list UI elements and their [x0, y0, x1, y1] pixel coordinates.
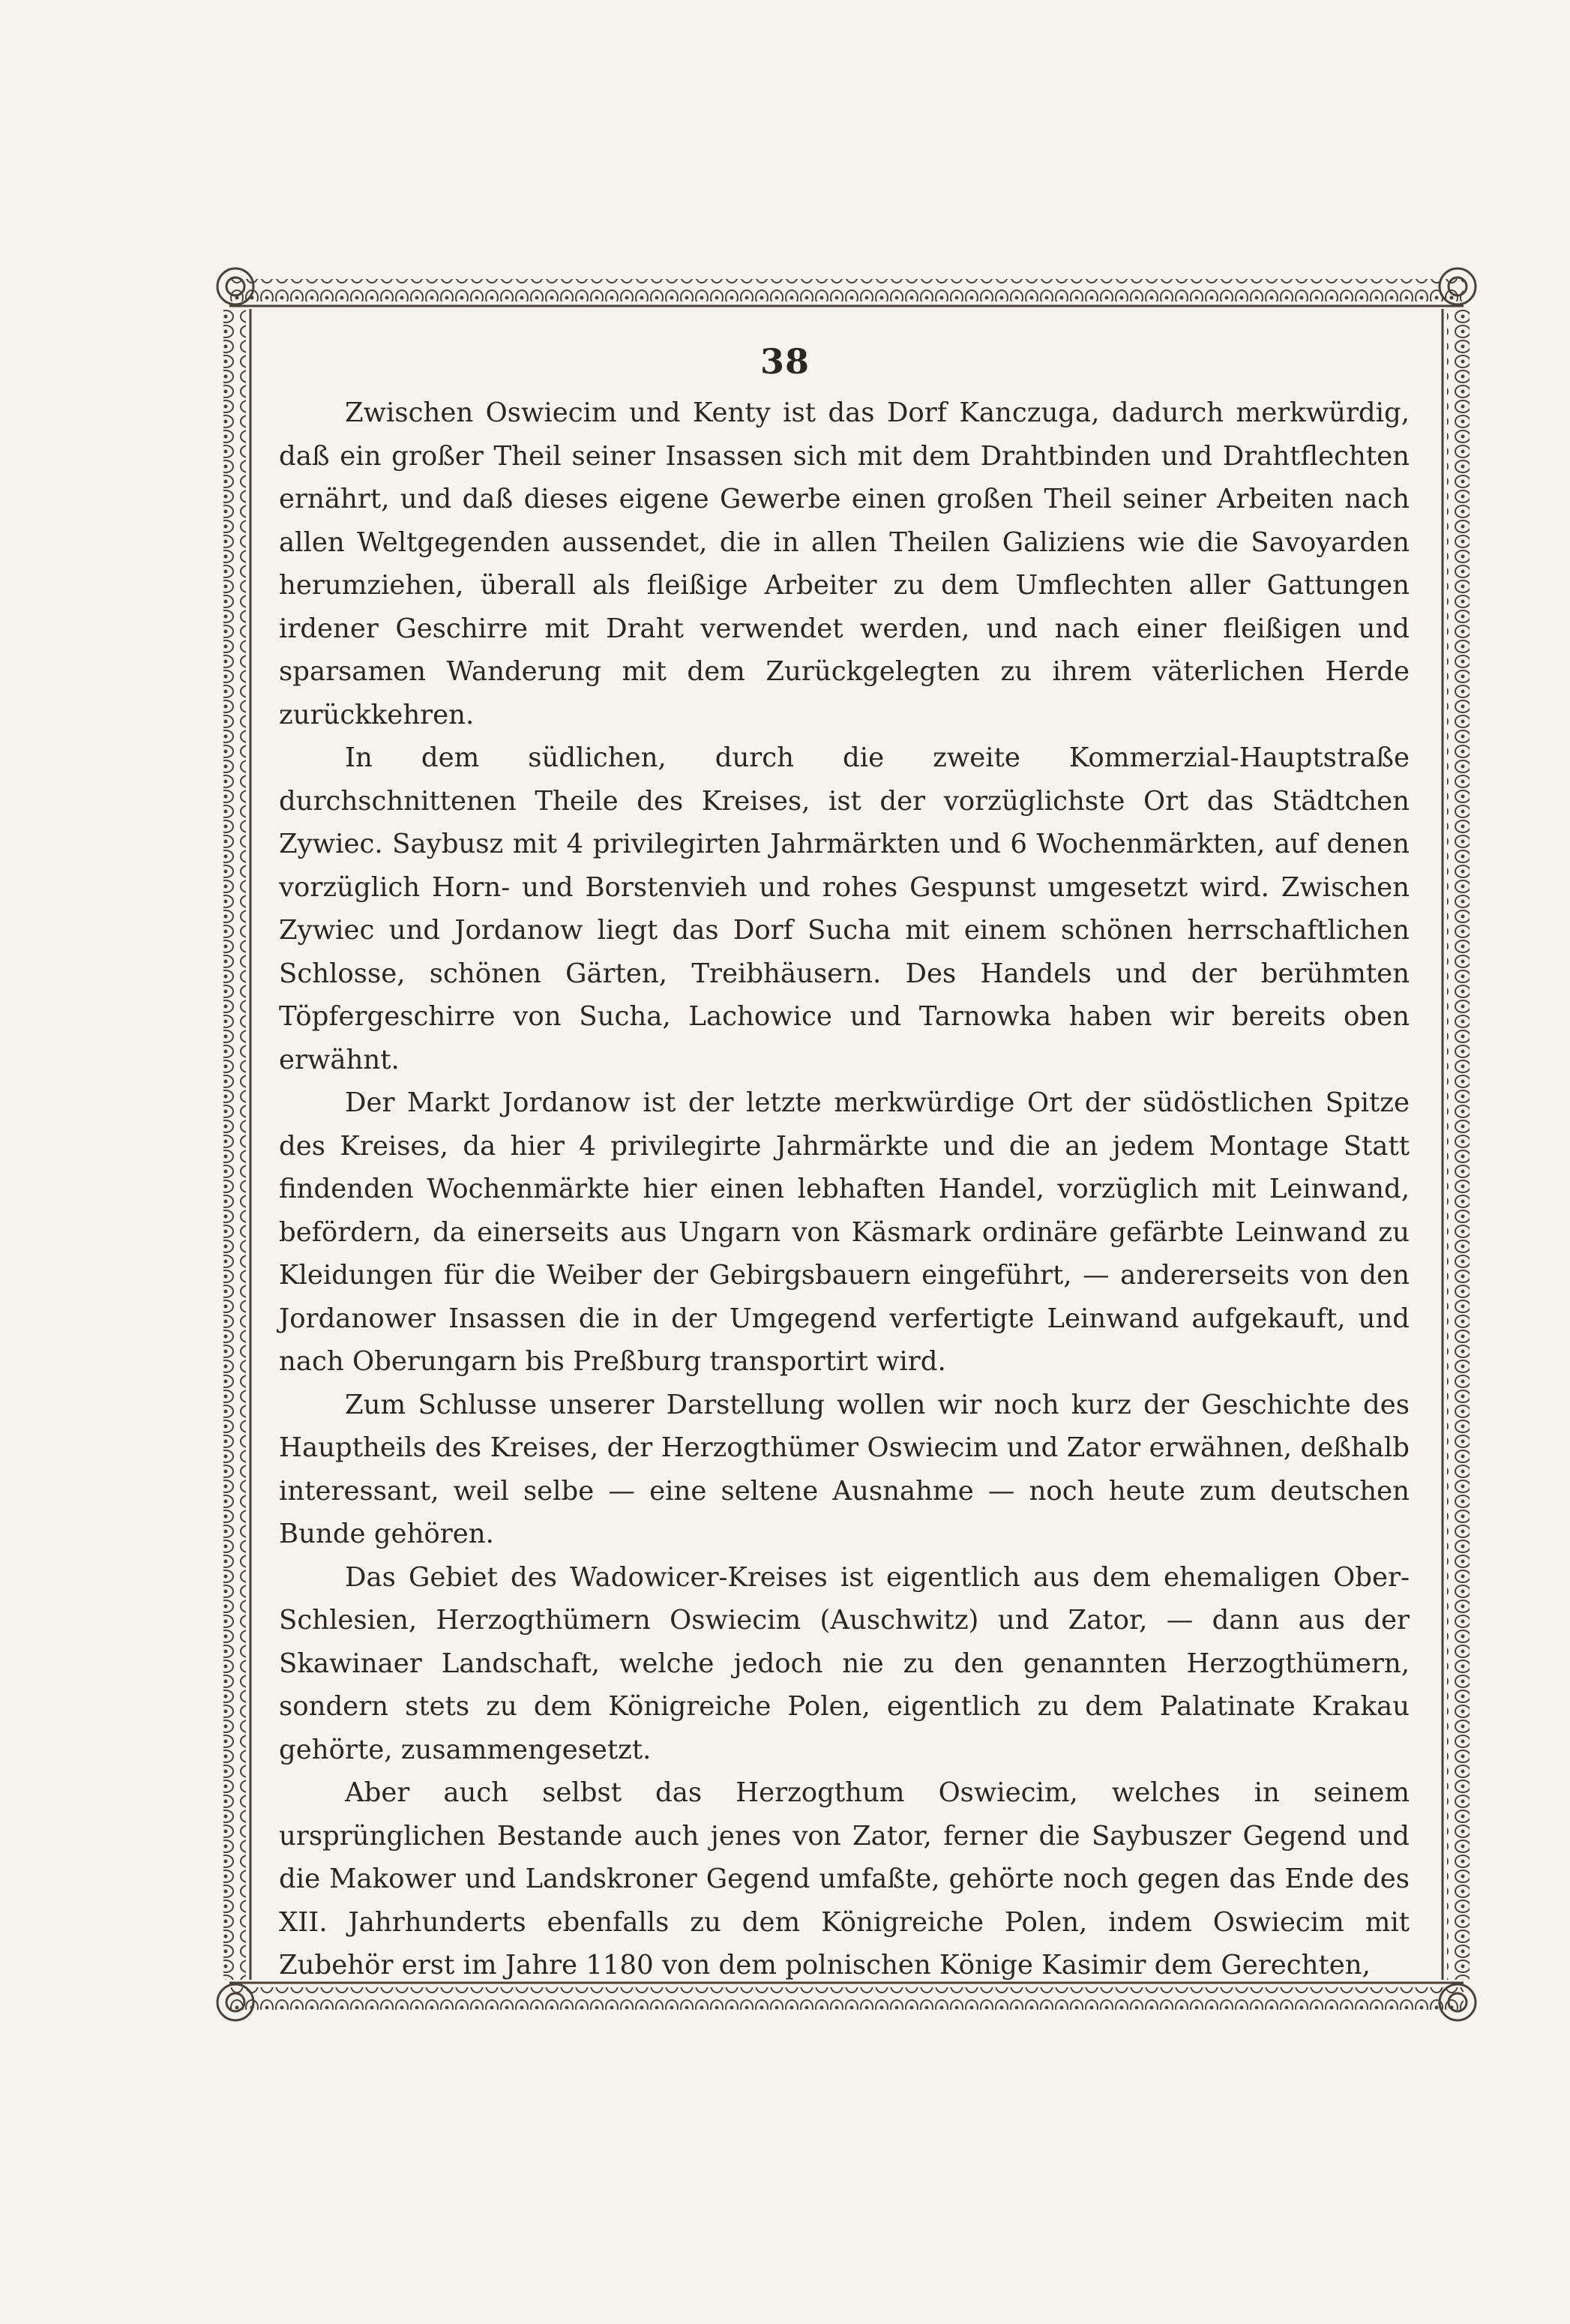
paragraph: In dem südlichen, durch die zweite Kommerzial-Hauptstraße durchschnittenen Theile des Kreises, ist der vorzüglichste Ort das Städtchen Zywiec. Saybusz mit 4 privilegirten Jahrmärkten und 6 Wochenmärkten, auf denen vorzüglich Horn- und Borstenvieh und rohes Gespunst umgesetzt wird. Zwischen Zywiec und Jordanow liegt das Dorf Sucha mit einem schönen herrschaftlichen Schlosse, schönen Gärten, Treibhäusern. Des Handels und der berühmten Töpfergeschirre von Sucha, Lachowice und Tarnowka haben wir bereits oben erwähnt.: [279, 742, 1410, 1075]
paragraph: Zum Schlusse unserer Darstellung wollen wir noch kurz der Geschichte des Hauptheils des Kreises, der Herzogthümer Oswiecim und Zator erwähnen, deßhalb interessant, weil selbe — eine seltene Ausnahme — noch heute zum deutschen Bunde gehören.: [279, 1389, 1410, 1549]
paragraph: Das Gebiet des Wadowicer-Kreises ist eigentlich aus dem ehemaligen Ober-Schlesien, Herzogthümern Oswiecim (Auschwitz) und Zator, — dann aus der Skawinaer Landschaft, welche jedoch nie zu den genannten Herzogthümern, sondern stets zu dem Königreiche Polen, eigentlich zu dem Palatinate Krakau gehörte, zusammengesetzt.: [279, 1561, 1410, 1765]
paragraph: Der Markt Jordanow ist der letzte merkwürdige Ort der südöstlichen Spitze des Kreises, da hier 4 privilegirte Jahrmärkte und die an jedem Montage Statt findenden Wochenmärkte hier einen lebhaften Handel, vorzüglich mit Leinwand, befördern, da einerseits aus Ungarn von Käsmark ordinäre gefärbte Leinwand zu Kleidungen für die Weiber der Gebirgsbauern eingeführt, — andererseits von den Jordanower Insassen die in der Umgegend verfertigte Leinwand aufgekauft, und nach Oberungarn bis Preßburg transportirt wird.: [279, 1087, 1410, 1377]
paragraph: Zwischen Oswiecim und Kenty ist das Dorf Kanczuga, dadurch merkwürdig, daß ein großer Theil seiner Insassen sich mit dem Drahtbinden und Drahtflechten ernährt, und daß dieses eigene Gewerbe einen großen Theil seiner Arbeiten nach allen Weltgegenden aussendet, die in allen Theilen Galiziens wie die Savoyarden herumziehen, überall als fleißige Arbeiter zu dem Umflechten aller Gattungen irdener Geschirre mit Draht verwendet werden, und nach einer fleißigen und sparsamen Wanderung mit dem Zurückgelegten zu ihrem väterlichen Herde zurückkehren.: [279, 397, 1410, 730]
paragraph: Aber auch selbst das Herzogthum Oswiecim, welches in seinem ursprünglichen Bestande auch jenes von Zator, ferner die Saybuszer Gegend und die Makower und Landskroner Gegend umfaßte, gehörte noch gegen das Ende des XII. Jahrhunderts ebenfalls zu dem Königreiche Polen, indem Oswiecim mit Zubehör erst im Jahre 1180 von dem polnischen Könige Kasimir dem Gerechten,: [279, 1777, 1410, 1981]
body-text: [279, 391, 1410, 1987]
page-number: 38: [760, 341, 810, 382]
